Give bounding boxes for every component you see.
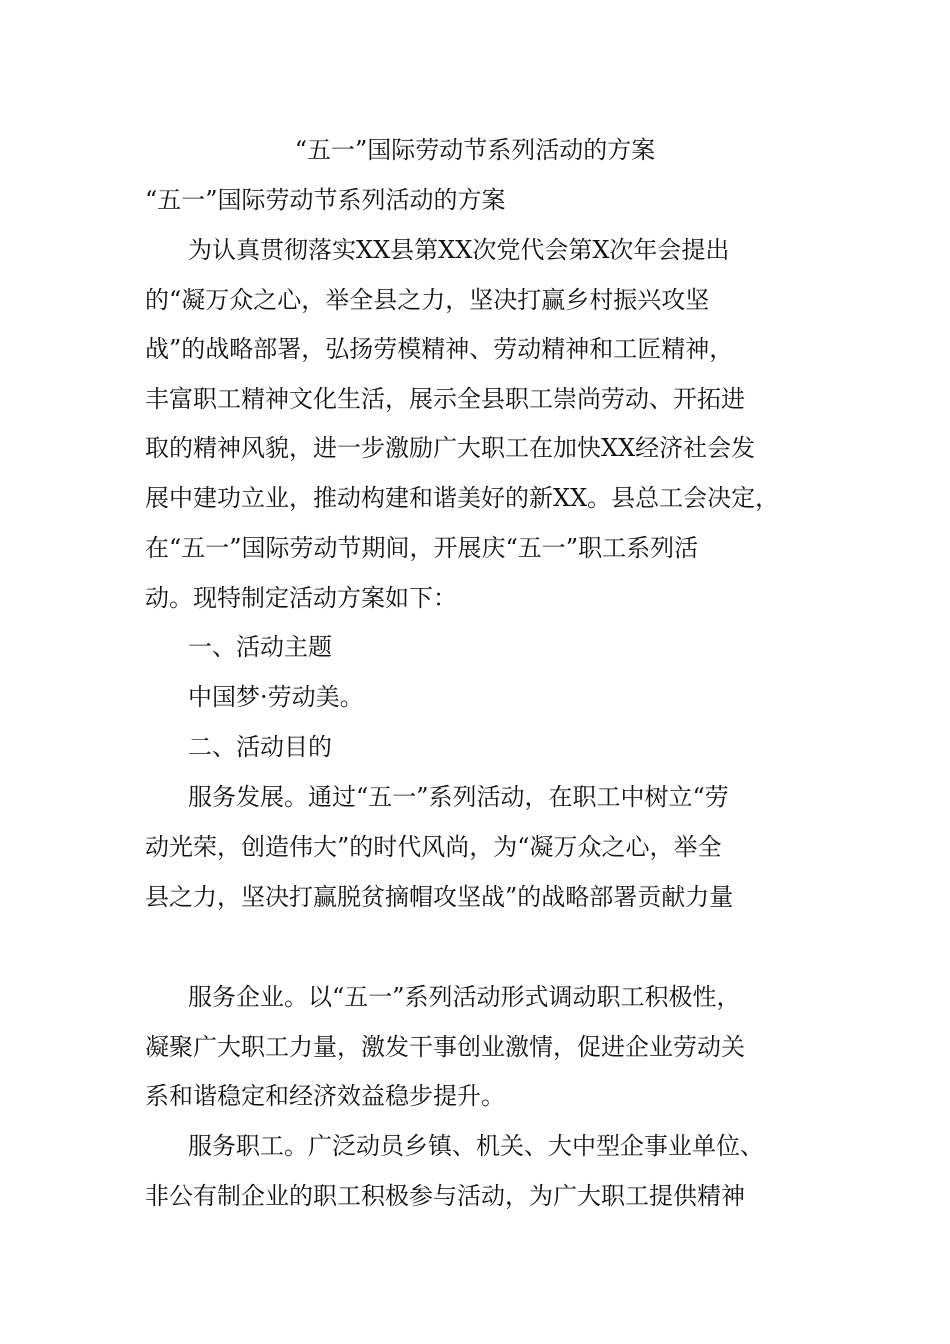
section-heading-theme: 一、活动主题 — [188, 633, 332, 661]
intro-line: 动。现特制定活动方案如下： — [145, 584, 457, 612]
purpose-line: 凝聚广大职工力量，激发干事创业激情，促进企业劳动关 — [145, 1033, 745, 1061]
intro-line: 在“五一”国际劳动节期间，开展庆“五一”职工系列活 — [145, 534, 699, 562]
purpose-line: 服务职工。广泛动员乡镇、机关、大中型企事业单位、 — [188, 1132, 764, 1160]
intro-line: 丰富职工精神文化生活，展示全县职工崇尚劳动、开拓进 — [145, 385, 745, 413]
section-heading-purpose: 二、活动目的 — [188, 733, 332, 761]
intro-line: 为认真贯彻落实XX县第XX次党代会第X次年会提出 — [188, 236, 730, 264]
purpose-line: 县之力，坚决打赢脱贫摘帽攻坚战”的战略部署贡献力量 — [145, 883, 734, 911]
purpose-line: 非公有制企业的职工积极参与活动，为广大职工提供精神 — [145, 1182, 745, 1210]
section-text-theme: 中国梦·劳动美。 — [188, 683, 364, 711]
purpose-line: 服务企业。以“五一”系列活动形式调动职工积极性， — [188, 983, 741, 1011]
document-subtitle: “五一”国际劳动节系列活动的方案 — [145, 186, 506, 214]
purpose-line: 动光荣，创造伟大”的时代风尚，为“凝万众之心，举全 — [145, 833, 722, 861]
purpose-line: 系和谐稳定和经济效益稳步提升。 — [145, 1082, 505, 1110]
intro-line: 战”的战略部署，弘扬劳模精神、劳动精神和工匠精神， — [145, 335, 734, 363]
purpose-line: 服务发展。通过“五一”系列活动，在职工中树立“劳 — [188, 783, 729, 811]
intro-line: 的“凝万众之心，举全县之力，坚决打赢乡村振兴攻坚 — [145, 286, 710, 314]
intro-line: 取的精神风貌，进一步激励广大职工在加快XX经济社会发 — [145, 434, 756, 462]
intro-line: 展中建功立业，推动构建和谐美好的新XX。县总工会决定， — [145, 484, 780, 512]
document-title: “五一”国际劳动节系列活动的方案 — [294, 136, 656, 164]
